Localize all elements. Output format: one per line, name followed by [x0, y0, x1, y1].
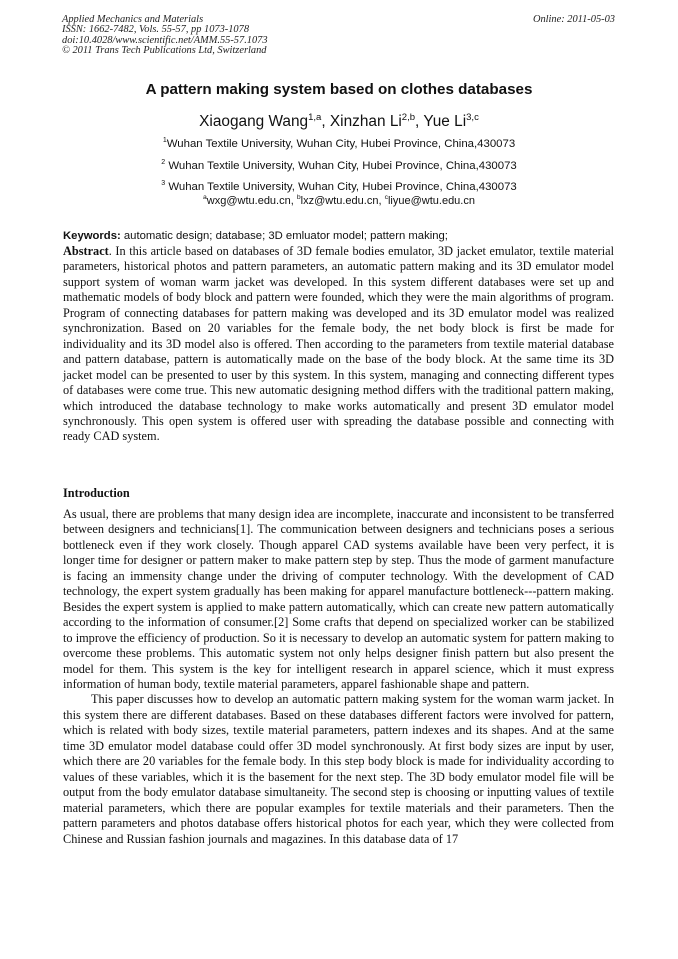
doi-line: doi:10.4028/www.scientific.net/AMM.55-57.1073 — [62, 34, 268, 46]
author-sup: 3,c — [466, 112, 479, 124]
paper-title: A pattern making system based on clothes databases — [145, 81, 533, 98]
affiliation-num: 2 — [161, 159, 166, 167]
email-sup: c — [384, 194, 388, 202]
journal-name: Applied Mechanics and Materials — [62, 14, 204, 25]
affiliation-2 — [0, 160, 678, 172]
email-sup: b — [296, 194, 301, 202]
email-link[interactable]: wxg@wtu.edu.cn, — [206, 195, 297, 207]
keywords-text: automatic design; database; 3D emluator model; pattern making; — [120, 230, 448, 242]
affiliation-text: Wuhan Textile University, Wuhan City, Hubei Province, China,430073 — [165, 181, 517, 193]
issn-line: ISSN: 1662-7482, Vols. 55-57, pp 1073-1078 — [62, 24, 250, 36]
abstract — [63, 244, 614, 445]
email-link[interactable]: liyue@wtu.edu.cn — [387, 195, 475, 207]
author-name: Xiaogang Wang — [199, 113, 309, 130]
author-sep: , — [321, 113, 330, 130]
author-sep: , — [415, 113, 424, 130]
intro-paragraph-1: As usual, there are problems that many design idea are incomplete, inaccurate and inconsistent to be transferred between designers and technicians[1]. The communication between designers and technicians poses a serious bottleneck even if they work closely. Though apparel CAD systems available have been very perfect, it is longer time for designer or pattern maker to make pattern step by step. Thus the mode of garment manufacture is facing an immensity change under the driving of computer technology. With the development of CAD technology, the expert system gradually has been making for apparel manufacture bottleneck---pattern making. Besides the expert system is applied to make pattern automatically, which can create new pattern automatically according to the information of consumer.[2] Some crafts that depend on specialized worker can be stabilized to improve the efficiency of production. So it is necessary to develop an automatic system for pattern making to overcome these problems. This automatic system not only helps designer finish pattern but also present the model for them. This system is the key for intelligent research in apparel science, which it must express information of human body, textile material parameters, apparel fashionable shape and pattern. — [63, 507, 614, 691]
author-list — [0, 113, 678, 131]
affiliation-1 — [0, 138, 678, 150]
author-sup: 2,b — [401, 112, 416, 124]
keywords-label: Keywords: — [63, 230, 121, 242]
abstract-label: Abstract — [63, 244, 109, 258]
affiliation-text: Wuhan Textile University, Wuhan City, Hubei Province, China,430073 — [165, 160, 517, 172]
introduction-heading: Introduction — [63, 486, 130, 500]
intro-paragraph-2: This paper discusses how to develop an automatic pattern making system for the woman warm jacket. In this system there are different databases. Based on these databases different factors were involved for pattern, which is related with body sizes, textile material parameters, pattern indexes and its shapes. And at the same time 3D emulator model database could offer 3D model synchronously. At first body sizes are input by user, which there are 20 variables for the female body. In this step body block is made for individuality according to values of these variables, which it is the basement for the next step. The 3D body emulator model file will be output from the body emulator database simultaneity. The second step is choosing or inputting values of textile material parameters, which there are popular examples for textile materials and their parameters. Then the pattern parameters and photos database offers historical photos for each year, which they were collected from Chinese and Russian fashion journals and magazines. In this database data of 17 — [63, 692, 614, 846]
affiliation-num: 3 — [161, 180, 166, 188]
email-sup: a — [203, 194, 207, 202]
affiliation-num: 1 — [162, 137, 167, 145]
abstract-text: . In this article based on databases of 3D female bodies emulator, 3D jacket emulator, textile material parameters, historical photos and pattern parameters, an automatic pattern making and its 3D emulator model support system of woman warm jacket was developed. In this system different databases were set up and mathematic models of body block and pattern were founded, which they were the main algorithms of program. Program of connecting databases for pattern making was developed and its 3D emulator model was realized synchronization. Based on 20 variables for the female body, the net body block is first be made for individuality and its 3D model also is offered. Then according to the parameters from textile material database and pattern database, pattern is automatically made on the base of the body block. At the same time its 3D jacket model can be presented to user by this system. In this system, managing and connecting different types of databases were come true. This new automatic designing method differs with the traditional pattern making, which introduced the database technology to make works automatically and present 3D emulator model synchronously. This open system is offered user with spreading the database possible and connecting with ready CAD system. — [63, 244, 614, 444]
online-date: Online: 2011-05-03 — [532, 14, 615, 25]
journal-header — [62, 15, 422, 57]
introduction-body — [63, 507, 614, 847]
author-name: Yue Li — [423, 113, 467, 130]
copyright-line: © 2011 Trans Tech Publications Ltd, Switzerland — [62, 45, 267, 57]
author-sup: 1,a — [308, 112, 322, 124]
affiliation-3 — [0, 181, 678, 193]
email-link[interactable]: lxz@wtu.edu.cn, — [300, 195, 385, 207]
keywords — [63, 229, 614, 243]
author-name: Xinzhan Li — [329, 113, 402, 130]
email-list — [0, 195, 678, 207]
affiliation-text: Wuhan Textile University, Wuhan City, Hubei Province, China,430073 — [166, 138, 516, 150]
